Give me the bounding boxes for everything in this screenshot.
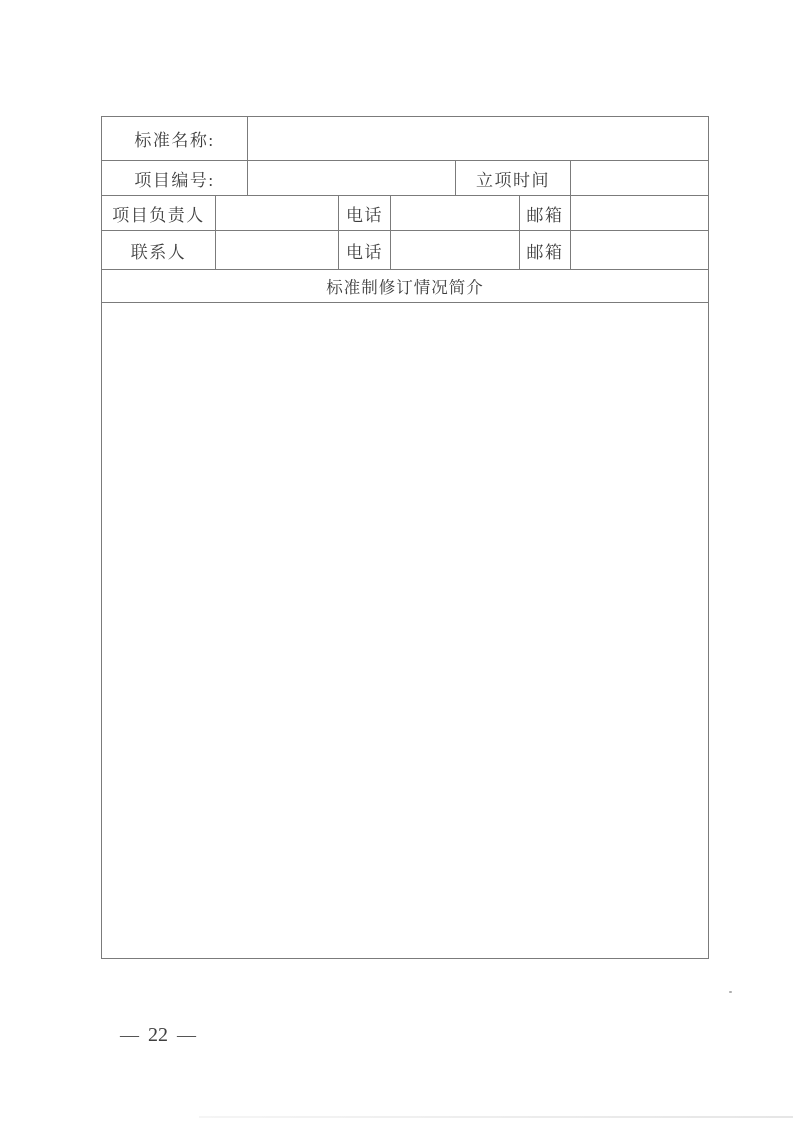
leader-email-label: 邮箱 <box>520 196 571 230</box>
page-number: 22 <box>148 1024 168 1046</box>
contact-phone-label: 电话 <box>339 231 391 269</box>
footer-left-dash: — <box>120 1024 139 1046</box>
contact-phone-value-cell <box>391 231 520 269</box>
leader-phone-label: 电话 <box>339 196 391 230</box>
leader-phone-value-cell <box>391 196 520 230</box>
project-number-value-cell <box>248 161 456 195</box>
contact-email-label: 邮箱 <box>520 231 571 269</box>
scan-bottom-edge <box>199 1116 793 1118</box>
contact-person-label: 联系人 <box>102 231 216 269</box>
standard-name-row <box>102 117 708 161</box>
project-number-row <box>102 161 708 196</box>
scan-speck <box>729 991 732 993</box>
intro-content-cell <box>102 303 708 958</box>
contact-person-value-cell <box>216 231 339 269</box>
contact-person-row <box>102 231 708 270</box>
intro-content-row <box>102 303 708 958</box>
project-leader-label: 项目负责人 <box>102 196 216 230</box>
page-footer <box>120 1024 196 1047</box>
contact-email-value-cell <box>571 231 708 269</box>
footer-right-dash: — <box>177 1024 196 1046</box>
standard-name-label: 标准名称: <box>102 117 248 160</box>
leader-email-value-cell <box>571 196 708 230</box>
project-leader-row <box>102 196 708 231</box>
standard-name-value-cell <box>248 117 708 160</box>
approval-time-label: 立项时间 <box>456 161 571 195</box>
project-number-label: 项目编号: <box>102 161 248 195</box>
intro-header-title: 标准制修订情况简介 <box>326 278 484 297</box>
intro-header-row <box>102 270 708 303</box>
project-leader-value-cell <box>216 196 339 230</box>
standard-project-form-table <box>101 116 709 959</box>
approval-time-value-cell <box>571 161 708 195</box>
